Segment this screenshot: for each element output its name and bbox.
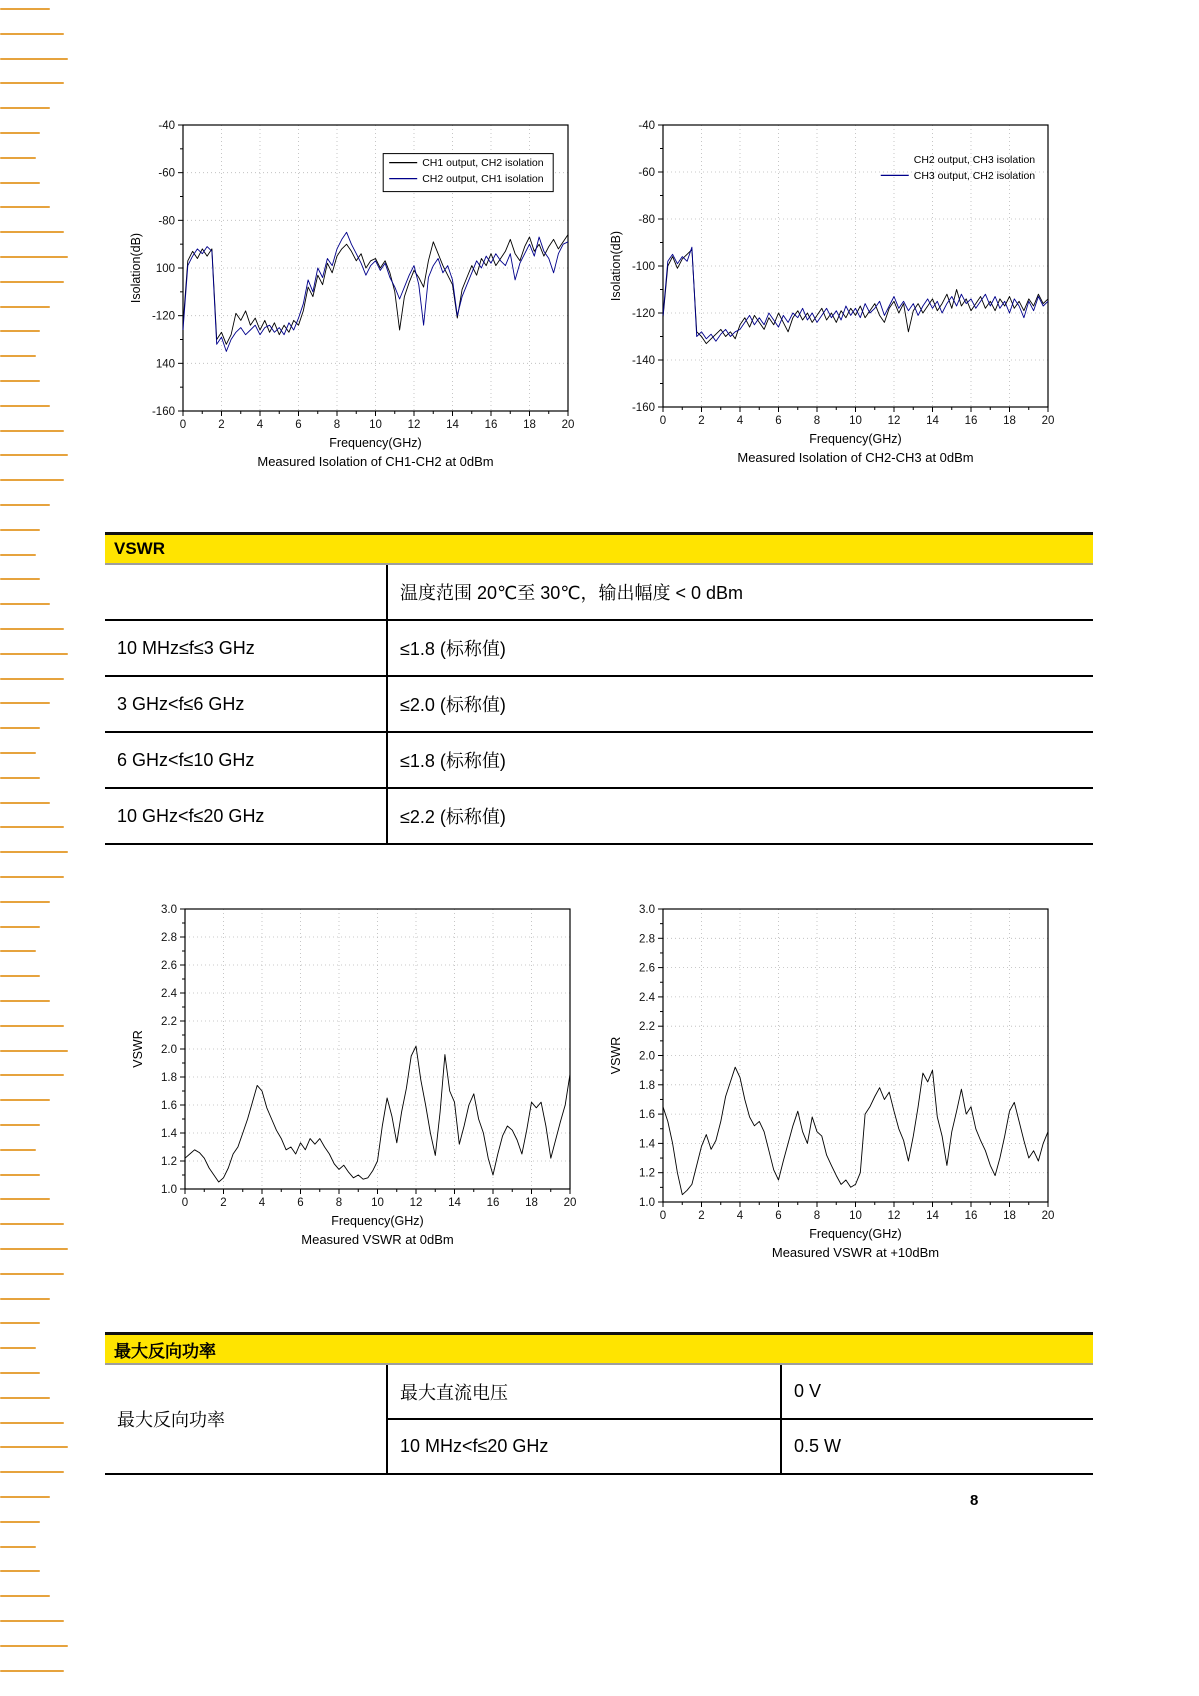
spec-value: ≤1.8 (标称值) — [387, 620, 1093, 676]
ruler-line — [0, 1223, 64, 1225]
table-row — [105, 676, 1093, 732]
ruler-line — [0, 678, 64, 680]
ruler-line — [0, 504, 50, 506]
legend-label: CH2 output, CH1 isolation — [422, 173, 544, 186]
table-row — [105, 620, 1093, 676]
x-tick-label: 0 — [659, 415, 667, 427]
x-tick-label: 20 — [561, 419, 575, 431]
ruler-line — [0, 752, 36, 754]
ruler-line — [0, 206, 50, 208]
isolation-chart-ch1-ch2 — [126, 113, 584, 481]
x-tick-label: 16 — [964, 415, 978, 427]
gridlines — [663, 125, 1048, 407]
y-axis-label: Isolation(dB) — [609, 230, 623, 302]
ruler-line — [0, 405, 50, 407]
ruler-line — [0, 1372, 40, 1374]
x-tick-label: 20 — [1041, 415, 1055, 427]
y-tick-label: 1.6 — [639, 1109, 655, 1122]
ruler-line — [0, 1595, 50, 1597]
ruler-line — [0, 1521, 40, 1523]
ruler-line — [0, 1446, 68, 1448]
x-tick-label: 12 — [407, 419, 421, 431]
x-tick-label: 4 — [736, 1210, 744, 1222]
x-tick-label: 14 — [926, 1210, 939, 1222]
y-tick-label: -60 — [638, 167, 655, 179]
x-tick-label: 14 — [446, 419, 459, 431]
ruler-line — [0, 901, 50, 903]
x-tick-label: 12 — [887, 1210, 901, 1222]
y-tick-label: 100 — [155, 263, 175, 275]
spec-value: ≤2.0 (标称值) — [387, 676, 1093, 732]
y-tick-label: 2.2 — [161, 1016, 177, 1028]
x-tick-label: 4 — [736, 415, 744, 427]
x-axis-label: Frequency(GHz) — [329, 436, 422, 450]
x-tick-label: 18 — [523, 419, 536, 431]
ruler-line — [0, 802, 50, 804]
max-reverse-power-table-body — [105, 1365, 1093, 1475]
ruler-line — [0, 554, 36, 556]
axis-ticks — [632, 120, 1054, 427]
ruler-line — [0, 330, 40, 332]
ruler-line — [0, 182, 40, 184]
y-tick-label: 3.0 — [161, 904, 177, 916]
ruler-line — [0, 975, 40, 977]
y-tick-label: 1.2 — [161, 1156, 177, 1168]
y-tick-label: -160 — [151, 406, 175, 418]
chart-caption: Measured Isolation of CH2-CH3 at 0dBm — [737, 450, 974, 465]
ruler-line — [0, 777, 40, 779]
y-tick-label: -40 — [638, 120, 655, 132]
ruler-line — [0, 1397, 50, 1399]
table-row — [105, 732, 1093, 788]
y-tick-label: -120 — [631, 308, 655, 320]
ruler-line — [0, 1000, 50, 1002]
y-axis-label: VSWR — [131, 1030, 145, 1068]
x-tick-label: 4 — [256, 419, 264, 431]
ruler-line — [0, 1273, 64, 1275]
x-tick-label: 10 — [849, 1210, 862, 1222]
ruler-line — [0, 1124, 40, 1126]
ruler-line — [0, 355, 36, 357]
y-tick-label: 2.4 — [639, 991, 655, 1004]
x-tick-label: 14 — [926, 415, 939, 427]
x-tick-label: 6 — [775, 415, 782, 427]
x-tick-label: 2 — [220, 1197, 227, 1209]
ruler-line — [0, 826, 64, 828]
y-axis-label: VSWR — [609, 1036, 623, 1075]
ruler-line — [0, 1546, 36, 1548]
vswr-table-header — [105, 532, 1093, 565]
ruler-line — [0, 603, 50, 605]
ruler-line — [0, 1025, 64, 1027]
ruler-line — [0, 306, 50, 308]
x-tick-label: 8 — [813, 415, 821, 427]
x-tick-label: 6 — [775, 1210, 782, 1222]
ruler-line — [0, 529, 40, 531]
x-tick-label: 8 — [333, 419, 341, 431]
x-tick-label: 20 — [563, 1197, 577, 1209]
x-tick-label: 8 — [813, 1210, 821, 1222]
y-tick-label: -160 — [631, 402, 655, 414]
ruler-line — [0, 1670, 64, 1672]
chart-legend — [881, 154, 1036, 182]
ruler-line — [0, 1620, 64, 1622]
ruler-line — [0, 1322, 40, 1324]
ruler-line — [0, 926, 40, 928]
ruler-line — [0, 132, 40, 134]
series-lines — [663, 1067, 1048, 1195]
x-tick-label: 6 — [297, 1197, 304, 1209]
ruler-line — [0, 281, 64, 283]
spec-group-label: 最大反向功率 — [105, 1365, 387, 1474]
ruler-line — [0, 1471, 64, 1473]
spec-condition — [105, 565, 387, 620]
x-tick-label: 8 — [335, 1197, 343, 1209]
spec-value: 0.5 W — [781, 1419, 1093, 1474]
x-axis-label: Frequency(GHz) — [809, 1227, 902, 1241]
y-tick-label: -100 — [631, 261, 655, 273]
y-tick-label: 2.8 — [161, 932, 177, 944]
ruler-line — [0, 1198, 50, 1200]
max-reverse-power-table — [105, 1332, 1093, 1475]
ruler-line — [0, 1645, 68, 1647]
ruler-line — [0, 1422, 64, 1424]
x-tick-label: 10 — [849, 415, 862, 427]
vswr-chart-plus10dbm — [606, 897, 1064, 1272]
table-row — [105, 565, 1093, 620]
chart-canvas — [128, 897, 586, 1259]
ruler-line — [0, 702, 50, 704]
vswr-table-body — [105, 565, 1093, 845]
x-tick-label: 0 — [179, 419, 187, 431]
ruler-line — [0, 1050, 68, 1052]
spec-condition: 10 MHz<f≤20 GHz — [387, 1419, 781, 1474]
y-tick-label: 140 — [155, 358, 175, 371]
y-axis-label: Isolation(dB) — [129, 232, 143, 304]
y-tick-label: 1.4 — [161, 1128, 177, 1140]
y-tick-label: 2.8 — [639, 933, 655, 946]
x-tick-label: 18 — [525, 1197, 538, 1209]
x-tick-label: 16 — [964, 1210, 978, 1222]
chart-caption: Measured Isolation of CH1-CH2 at 0dBm — [257, 454, 494, 469]
ruler-line — [0, 578, 40, 580]
series-line — [185, 1046, 570, 1182]
max-reverse-power-table-title: 最大反向功率 — [114, 1341, 216, 1361]
ruler-line — [0, 8, 50, 10]
ruler-line — [0, 256, 68, 258]
ruler-line — [0, 157, 36, 159]
legend-label: CH2 output, CH3 isolation — [913, 153, 1036, 166]
y-tick-label: -40 — [158, 120, 175, 132]
spec-condition: 最大直流电压 — [387, 1365, 781, 1419]
y-tick-label: 2.6 — [161, 960, 177, 972]
ruler-line — [0, 58, 68, 60]
ruler-line — [0, 1074, 64, 1076]
table-row — [105, 1365, 1093, 1419]
ruler-line — [0, 1496, 50, 1498]
y-tick-label: 3.0 — [639, 904, 655, 916]
ruler-line — [0, 653, 68, 655]
ruler-line — [0, 380, 40, 382]
x-axis-label: Frequency(GHz) — [809, 432, 902, 446]
spec-condition: 6 GHz<f≤10 GHz — [105, 732, 387, 788]
series-lines — [185, 1046, 570, 1182]
ruler-line — [0, 454, 68, 456]
spec-condition: 10 MHz≤f≤3 GHz — [105, 620, 387, 676]
y-tick-label: -60 — [158, 167, 175, 180]
vswr-table — [105, 532, 1093, 845]
table-row — [105, 788, 1093, 844]
y-tick-label: -120 — [151, 310, 175, 323]
x-tick-label: 2 — [698, 415, 705, 427]
y-tick-label: 1.2 — [639, 1167, 655, 1180]
x-tick-label: 0 — [181, 1197, 189, 1209]
y-tick-label: 2.4 — [161, 988, 177, 1000]
ruler-line — [0, 1570, 40, 1572]
y-tick-label: -80 — [158, 215, 175, 228]
x-tick-label: 6 — [295, 419, 302, 431]
chart-canvas — [126, 113, 584, 481]
y-tick-label: 2.2 — [639, 1021, 655, 1034]
y-tick-label: 1.0 — [639, 1197, 655, 1209]
y-tick-label: -80 — [638, 214, 655, 226]
vswr-chart-0dbm — [128, 897, 586, 1259]
gridlines — [185, 909, 570, 1189]
x-tick-label: 16 — [486, 1197, 500, 1209]
ruler-line — [0, 851, 68, 853]
ruler-line — [0, 1099, 50, 1101]
y-tick-label: -140 — [631, 355, 655, 367]
axis-ticks — [639, 904, 1054, 1222]
y-tick-label: 1.0 — [161, 1184, 177, 1196]
ruler-line — [0, 727, 40, 729]
series-line — [663, 1067, 1048, 1195]
chart-caption: Measured VSWR at 0dBm — [301, 1232, 454, 1247]
ruler-line — [0, 1347, 36, 1349]
ruler-line — [0, 1149, 36, 1151]
y-tick-label: 1.8 — [161, 1072, 177, 1084]
spec-value: 温度范围 20℃至 30℃，输出幅度 < 0 dBm — [387, 565, 1093, 620]
y-tick-label: 2.0 — [639, 1050, 655, 1063]
ruler-line — [0, 628, 64, 630]
spec-condition: 3 GHz<f≤6 GHz — [105, 676, 387, 732]
x-axis-label: Frequency(GHz) — [331, 1214, 424, 1228]
spec-value: ≤1.8 (标称值) — [387, 732, 1093, 788]
ruler-line — [0, 231, 64, 233]
ruler-line — [0, 1298, 50, 1300]
x-tick-label: 12 — [887, 415, 901, 427]
x-tick-label: 18 — [1003, 415, 1016, 427]
y-tick-label: 1.6 — [161, 1100, 177, 1112]
chart-canvas — [606, 113, 1064, 477]
x-tick-label: 4 — [258, 1197, 266, 1209]
x-tick-label: 2 — [218, 419, 225, 431]
ruler-line — [0, 950, 36, 952]
y-tick-label: 2.6 — [639, 962, 655, 975]
y-tick-label: 2.0 — [161, 1044, 177, 1056]
vswr-table-title: VSWR — [114, 539, 165, 558]
legend-label: CH1 output, CH2 isolation — [422, 157, 544, 170]
legend-label: CH3 output, CH2 isolation — [913, 169, 1036, 182]
ruler-line — [0, 1174, 40, 1176]
ruler-line — [0, 1248, 68, 1250]
y-tick-label: 1.8 — [639, 1079, 655, 1092]
chart-canvas — [606, 897, 1064, 1272]
spec-value: ≤2.2 (标称值) — [387, 788, 1093, 844]
x-tick-label: 0 — [659, 1210, 667, 1222]
margin-ruler — [0, 0, 80, 1696]
ruler-line — [0, 33, 64, 35]
y-tick-label: 1.4 — [639, 1138, 655, 1151]
ruler-line — [0, 430, 64, 432]
ruler-line — [0, 479, 64, 481]
x-tick-label: 12 — [409, 1197, 423, 1209]
x-tick-label: 20 — [1041, 1210, 1055, 1222]
max-reverse-power-table-header — [105, 1332, 1093, 1365]
chart-legend — [383, 154, 553, 192]
x-tick-label: 14 — [448, 1197, 461, 1209]
ruler-line — [0, 82, 64, 84]
x-tick-label: 18 — [1003, 1210, 1016, 1222]
spec-condition: 10 GHz<f≤20 GHz — [105, 788, 387, 844]
gridlines — [663, 909, 1048, 1202]
x-tick-label: 10 — [369, 419, 382, 431]
x-tick-label: 2 — [698, 1210, 705, 1222]
spec-value: 0 V — [781, 1365, 1093, 1419]
ruler-line — [0, 107, 50, 109]
x-tick-label: 10 — [371, 1197, 384, 1209]
isolation-chart-ch2-ch3 — [606, 113, 1064, 477]
x-tick-label: 16 — [484, 419, 498, 431]
chart-caption: Measured VSWR at +10dBm — [771, 1245, 940, 1260]
page-number: 8 — [970, 1492, 979, 1509]
ruler-line — [0, 876, 64, 878]
